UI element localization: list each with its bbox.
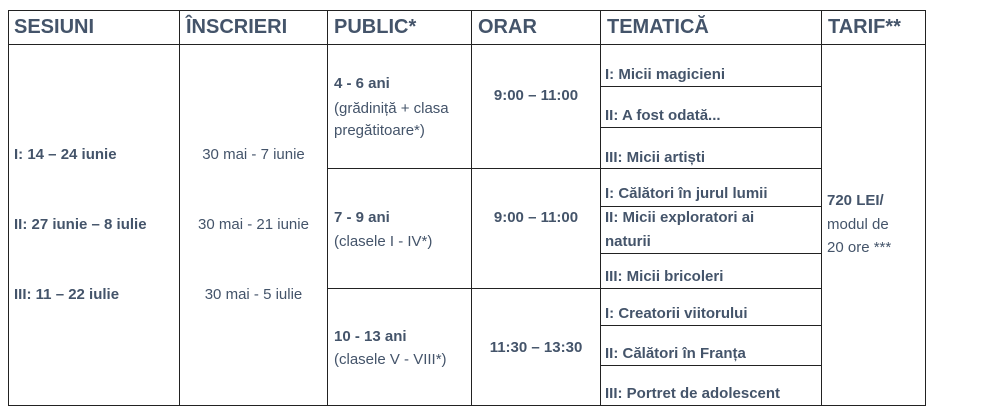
theme-divider [600,253,822,254]
theme-item: I: Creatorii viitorului [605,305,748,322]
tariff-desc: 20 ore *** [827,239,892,256]
tariff-price: 720 LEI/ [827,192,884,209]
column-divider [600,10,601,406]
age-group-desc: (clasele I - IV*) [334,233,433,250]
theme-divider [600,86,822,87]
time-slot: 11:30 – 13:30 [489,339,583,356]
header-tematica: TEMATICĂ [607,15,709,38]
age-group: 4 - 6 ani [334,75,390,92]
time-slot: 9:00 – 11:00 [493,87,579,104]
table-border-left [8,10,9,406]
header-sesiuni: SESIUNI [14,15,95,38]
column-divider [821,10,822,406]
theme-item: naturii [605,233,651,250]
theme-divider [600,127,822,128]
tariff-desc: modul de [827,216,889,233]
table-border-top [8,10,926,11]
session-label: III: 11 – 22 iulie [14,286,120,303]
header-divider [8,44,926,45]
theme-item: II: Micii exploratori ai [605,209,755,226]
header-orar: ORAR [478,15,537,38]
theme-divider [600,365,822,366]
theme-item: I: Călători în jurul lumii [605,185,768,202]
theme-item: III: Micii bricoleri [605,268,724,285]
theme-item: II: Călători în Franța [605,345,746,362]
theme-divider [600,325,822,326]
schedule-table [8,10,926,406]
theme-item: I: Micii magicieni [605,66,726,83]
header-public: PUBLIC* [334,15,417,38]
theme-item: II: A fost odată... [605,107,721,124]
theme-item: III: Portret de adolescent [605,385,781,402]
session-label: II: 27 iunie – 8 iulie [14,216,147,233]
table-border-right [925,10,926,406]
header-tarif: TARIF** [828,15,901,38]
session-label: I: 14 – 24 iunie [14,146,117,163]
age-group-desc: (grădiniță + clasa [334,100,449,117]
column-divider [327,10,328,406]
age-group: 7 - 9 ani [334,209,390,226]
enroll-dates: 30 mai - 7 iunie [202,146,305,163]
enroll-dates: 30 mai - 5 iulie [204,286,303,303]
time-slot: 9:00 – 11:00 [493,209,579,226]
enroll-dates: 30 mai - 21 iunie [198,216,309,233]
header-inscrieri: ÎNSCRIERI [186,15,288,38]
age-group-desc: (clasele V - VIII*) [334,351,447,368]
age-group: 10 - 13 ani [334,328,407,345]
group-divider [327,168,822,169]
theme-item: III: Micii artiști [605,149,706,166]
column-divider [179,10,180,406]
age-group-desc: pregătitoare*) [334,122,425,139]
table-border-bottom [8,405,926,406]
group-divider [327,288,822,289]
